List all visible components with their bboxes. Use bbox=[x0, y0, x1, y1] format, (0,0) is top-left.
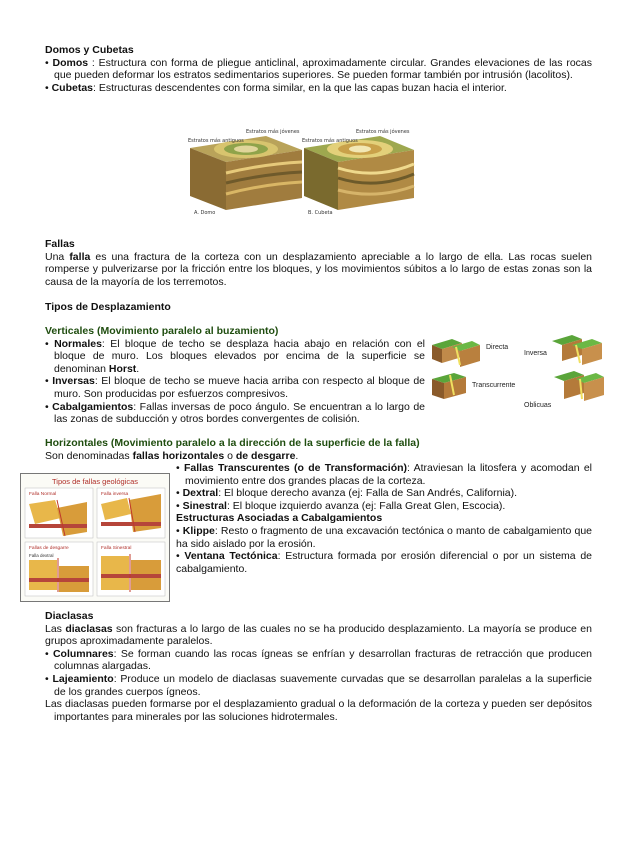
horizontales-title: Horizontales (Movimiento paralelo a la dirección de la superficie de la falla) bbox=[45, 437, 420, 449]
dextral-item: • Dextral: El bloque derecho avanza (ej: Falla de San Andrés, California). bbox=[176, 487, 518, 500]
sinestral-item: • Sinestral: El bloque izquierdo avanza (ej: Falla Great Glen, Escocia). bbox=[176, 499, 506, 512]
cabalgamientos-item: • Cabalgamientos: Fallas inversas de poco ángulo. Se encuentran a lo largo de las zonas de subducción y otros bordes convergentes de colisión. bbox=[45, 400, 426, 426]
tipos-fallas-figure bbox=[20, 473, 170, 602]
cubeta-tag-old: Estratos más antiguos bbox=[302, 138, 358, 144]
horizontales-header bbox=[45, 437, 592, 462]
domos-item: • Domos : Estructura con forma de pliegue anticlinal, aproximadamente circular. Grandes elevaciones de las rocas que pueden deformar los estratos sedimentarios superiores. Se pueden formar también por intrusión (lacolitos). bbox=[45, 56, 593, 82]
desplazamiento-title: Tipos de Desplazamiento bbox=[45, 301, 171, 314]
panel-desgarre-label: Fallas de desgarre bbox=[29, 546, 69, 551]
label-transcurrente: Transcurrente bbox=[472, 382, 516, 389]
inversas-item: • Inversas: El bloque de techo se mueve hacia arriba con respecto al bloque de muro. Son producidas por esfuerzos compresivos. bbox=[45, 375, 426, 400]
cubeta-tag-young: Estratos más jóvenes bbox=[356, 129, 410, 135]
panel-dextral-label: Falla dextral bbox=[29, 553, 54, 558]
types-figure-title: Tipos de fallas geológicas bbox=[51, 477, 139, 486]
panel-sinestral-label: Falla Sinestral bbox=[101, 546, 132, 551]
klippe-item: • Klippe: Resto o fragmento de una excavación tectónica o manto de cabalgamiento que ha sido aislado por la erosión. bbox=[176, 524, 592, 550]
verticales-title: Verticales (Movimiento paralelo al buzamiento) bbox=[45, 325, 279, 337]
horizontales-section bbox=[176, 462, 592, 575]
domo-tag-old: Estratos más antiguos bbox=[188, 138, 244, 144]
verticales-section bbox=[45, 325, 425, 426]
ventana-item: • Ventana Tectónica: Estructura formada por erosión diferencial o por un sistema de cabalgamiento. bbox=[176, 550, 593, 575]
fallas-title: Fallas bbox=[45, 238, 75, 250]
transcurrentes-item: • Fallas Transcurentes (o de Transformación): Atraviesan la litosfera y acomodan el movimiento entre dos grandes placas de la corteza. bbox=[176, 462, 592, 487]
diaclasas-closing: Las diaclasas pueden formarse por el desplazamiento gradual o la deformación de la corteza y pueden ser depósitos importantes para minerales por las soluciones hidrotermales. bbox=[45, 698, 592, 723]
horizontales-intro: Son denominadas fallas horizontales o de desgarre. bbox=[45, 449, 299, 462]
cubeta-caption: B. Cubeta bbox=[308, 210, 333, 216]
domos-cubetas-figure bbox=[186, 128, 416, 216]
domo-caption: A. Domo bbox=[194, 210, 216, 216]
domo-tag-young: Estratos más jóvenes bbox=[246, 129, 300, 135]
fault-types-figure bbox=[430, 333, 605, 413]
fallas-section bbox=[45, 238, 592, 314]
cubetas-item: • Cubetas: Estructuras descendentes con forma similar, en la que las capas buzan hacia el interior. bbox=[45, 81, 507, 94]
lajeamiento-item: • Lajeamiento: Produce un modelo de diaclasas suavemente curvadas que se desarrollan paralelas a la superficie de los grandes cuerpos ígneos. bbox=[45, 672, 593, 698]
panel-normal-label: Falla Normal bbox=[29, 492, 57, 497]
columnares-item: • Columnares: Se forman cuando las rocas ígneas se enfrían y desarrollan fracturas de retracción que producen columnas alargadas. bbox=[45, 647, 593, 673]
diaclasas-title: Diaclasas bbox=[45, 610, 94, 622]
domos-title: Domos y Cubetas bbox=[45, 44, 134, 56]
fallas-intro: Una falla es una fractura de la corteza con un desplazamiento apreciable a lo largo de ella. Las rocas suelen romperse y pulverizarse por la fricción entre los bloques, y los movimientos súbitos a lo largo de estas zonas son la causa de la mayoría de los terremotos. bbox=[45, 250, 592, 288]
label-directa: Directa bbox=[486, 344, 509, 351]
diaclasas-section bbox=[45, 610, 592, 723]
domos-section bbox=[45, 44, 592, 94]
panel-inversa-label: Falla inversa bbox=[101, 492, 129, 497]
label-oblicuas: Oblicuas bbox=[524, 402, 552, 409]
normales-item: • Normales: El bloque de techo se desplaza hacia abajo en relación con el bloque de muro. Los bloques elevados por encima de la superficie se denominan Horst. bbox=[45, 337, 426, 375]
cabalgamientos-title: Estructuras Asociadas a Cabalgamientos bbox=[176, 512, 383, 525]
label-inversa: Inversa bbox=[524, 350, 547, 357]
diaclasas-intro: Las diaclasas son fracturas a lo largo de las cuales no se ha producido desplazamiento. La mayoría se produce en grupos aproximadamente paralelos. bbox=[45, 622, 592, 648]
